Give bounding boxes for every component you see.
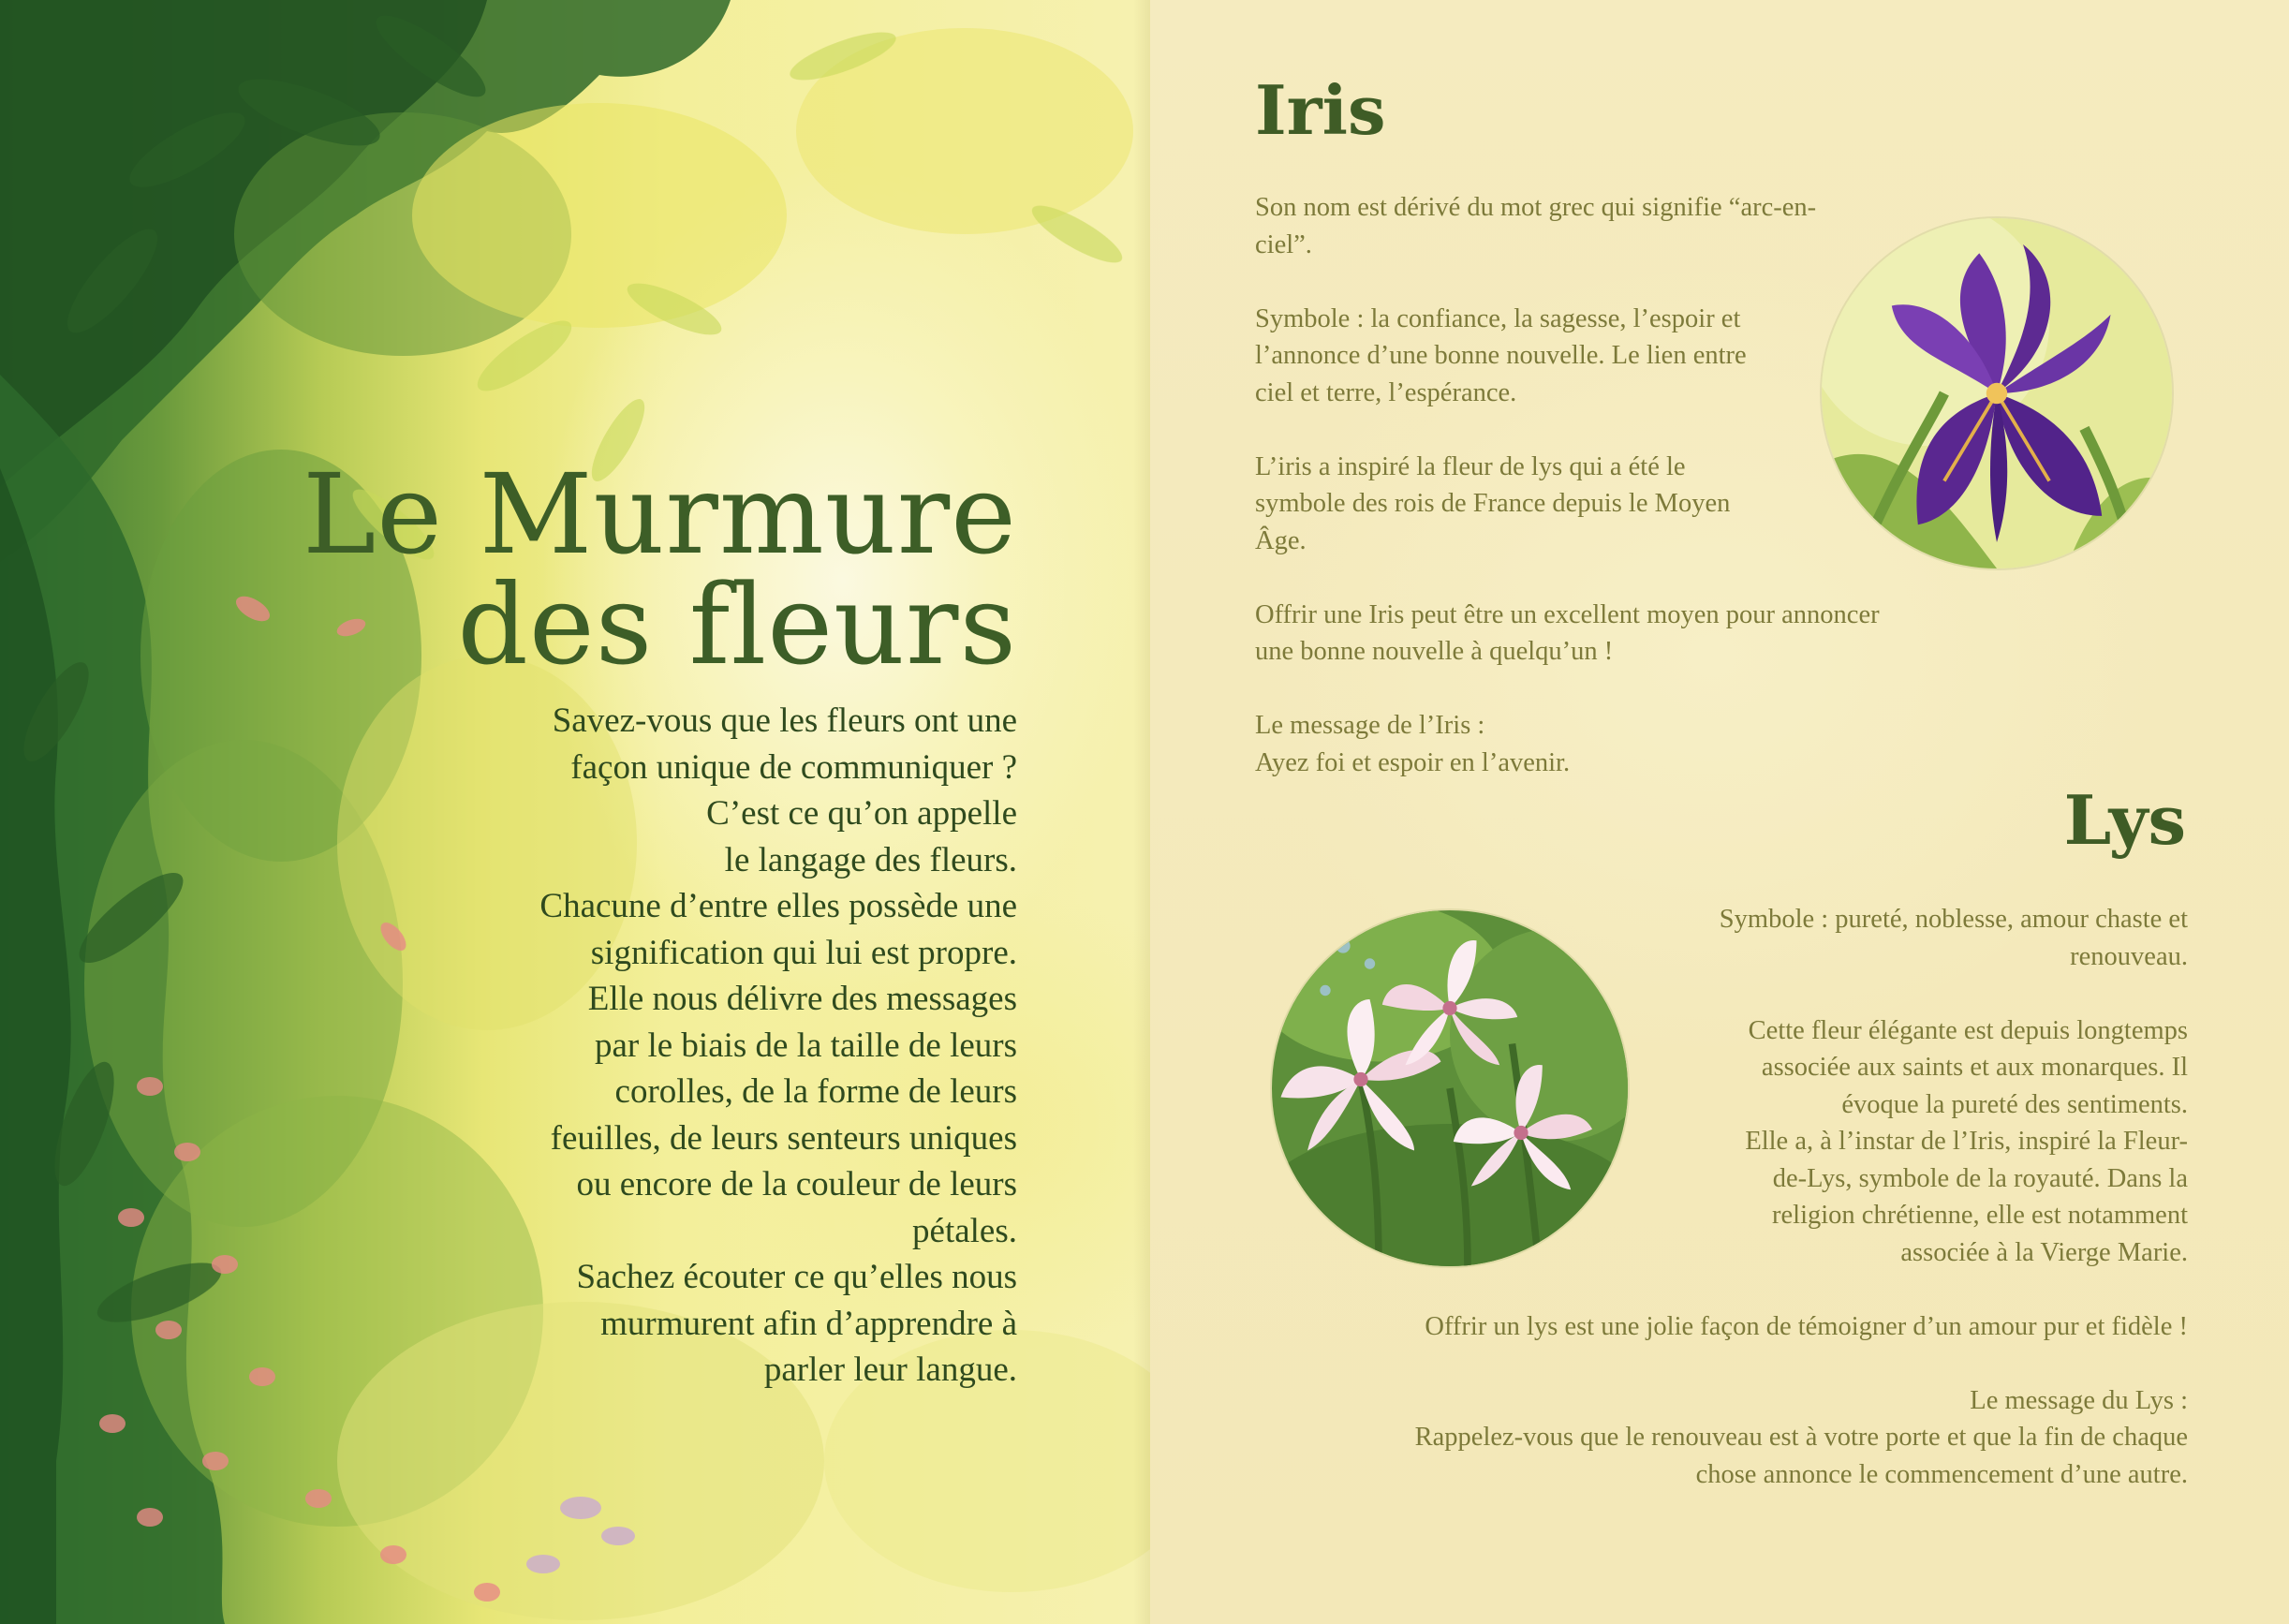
intro-line: par le biais de la taille de leurs <box>594 1026 1017 1065</box>
lys-paragraph <box>1289 1382 2188 1494</box>
lys-paragraph <box>1289 901 2188 975</box>
intro-line: le langage des fleurs. <box>724 840 1017 879</box>
intro-line: Chacune d’entre elles possède une <box>539 887 1017 925</box>
iris-line: Symbole : la confiance, la sagesse, l’espoir et <box>1255 303 1741 333</box>
intro-line: C’est ce qu’on appelle <box>706 794 1017 833</box>
lys-line: renouveau. <box>2070 941 2188 971</box>
intro-line: façon unique de communiquer ? <box>570 747 1017 787</box>
lys-paragraph <box>1289 1308 2188 1346</box>
lys-line: Offrir un lys est une jolie façon de témoigner d’un amour pur et fidèle ! <box>1425 1311 2188 1341</box>
lys-line: évoque la pureté des sentiments. <box>1841 1089 2188 1119</box>
iris-line: Offrir une Iris peut être un excellent moyen pour annoncer <box>1255 599 1880 629</box>
iris-flower-image <box>1822 218 2172 568</box>
iris-illustration <box>1822 218 2172 568</box>
iris-heading: Iris <box>1255 70 1386 150</box>
lys-paragraph <box>1289 1012 2188 1272</box>
lys-line: Rappelez-vous que le renouveau est à votre porte et que la fin de chaque <box>1414 1423 2188 1452</box>
lys-line: de-Lys, symbole de la royauté. Dans la <box>1772 1163 2188 1193</box>
lys-line: Le message du Lys : <box>1970 1385 2188 1415</box>
right-page <box>1150 0 2289 1624</box>
iris-line: une bonne nouvelle à quelqu’un ! <box>1255 637 1614 666</box>
iris-line: ciel”. <box>1255 229 1312 259</box>
intro-line: feuilles, de leurs senteurs uniques <box>550 1118 1017 1158</box>
intro-line: Savez-vous que les fleurs ont une <box>552 701 1017 740</box>
iris-line: l’annonce d’une bonne nouvelle. Le lien entre <box>1255 341 1747 370</box>
lys-line: chose annonce le commencement d’une autre. <box>1695 1459 2188 1489</box>
iris-line: Ayez foi et espoir en l’avenir. <box>1255 747 1571 777</box>
iris-line: Le message de l’Iris : <box>1255 711 1485 740</box>
iris-line: Son nom est dérivé du mot grec qui signifie “arc-en- <box>1255 193 1817 222</box>
intro-line: ou encore de la couleur de leurs <box>576 1165 1017 1203</box>
book-title <box>174 450 1017 689</box>
lys-line: religion chrétienne, elle est notamment <box>1772 1201 2188 1230</box>
iris-paragraph <box>1255 597 1967 671</box>
intro-line: murmurent afin d’apprendre à <box>600 1304 1017 1343</box>
lys-line: Cette fleur élégante est depuis longtemps <box>1748 1015 2188 1045</box>
intro-line: Sachez écouter ce qu’elles nous <box>576 1258 1017 1296</box>
lys-line: associée aux saints et aux monarques. Il <box>1761 1053 2188 1082</box>
lys-line: Symbole : pureté, noblesse, amour chaste et <box>1719 905 2188 934</box>
lys-line: associée à la Vierge Marie. <box>1900 1237 2188 1267</box>
intro-line: corolles, de la forme de leurs <box>614 1072 1017 1111</box>
iris-paragraph <box>1255 707 1967 781</box>
book-title-line2: des fleurs <box>457 560 1017 689</box>
iris-paragraph <box>1255 189 1967 263</box>
lys-text <box>1289 901 2188 1493</box>
lys-heading: Lys <box>2063 780 2186 860</box>
book-title-line1: Le Murmure <box>302 450 1017 579</box>
iris-line: ciel et terre, l’espérance. <box>1255 377 1517 407</box>
iris-line: Âge. <box>1255 525 1307 555</box>
iris-line: L’iris a inspiré la fleur de lys qui a été le <box>1255 451 1686 481</box>
intro-line: pétales. <box>912 1211 1017 1250</box>
intro-line: Elle nous délivre des messages <box>587 980 1017 1018</box>
intro-line: parler leur langue. <box>763 1351 1017 1389</box>
iris-line: symbole des rois de France depuis le Moyen <box>1255 489 1731 518</box>
lys-line: Elle a, à l’instar de l’Iris, inspiré la Fleur- <box>1745 1127 2188 1156</box>
intro-text <box>436 698 1017 1394</box>
intro-line: signification qui lui est propre. <box>590 933 1017 972</box>
